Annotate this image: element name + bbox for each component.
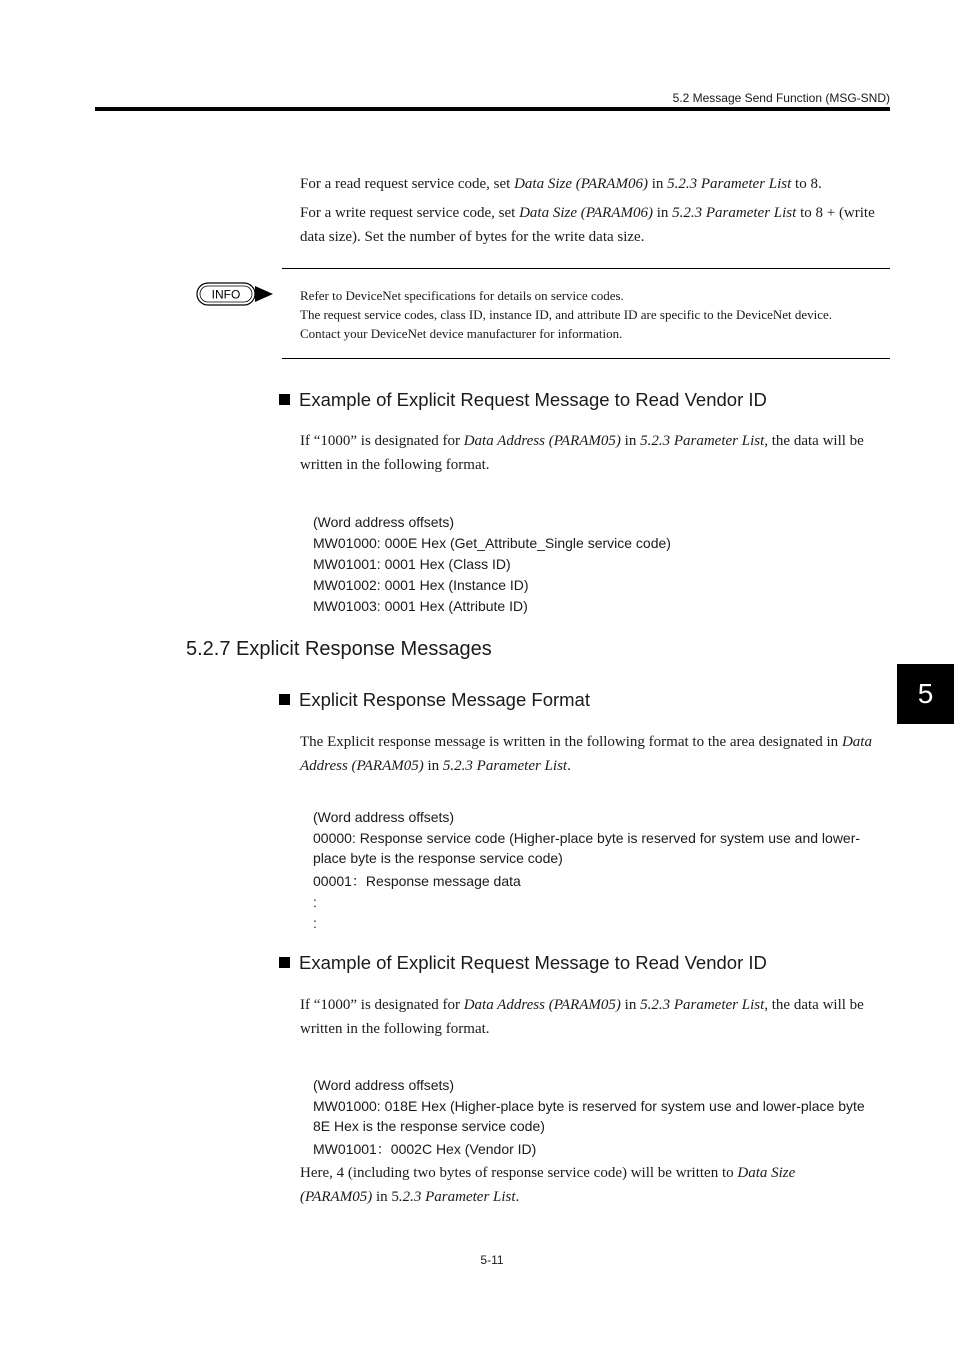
- text-run: to 8.: [791, 176, 822, 192]
- heading-text: Example of Explicit Request Message to Read Vendor ID: [299, 952, 767, 973]
- italic-reference: Data Size (PARAM06): [519, 205, 653, 221]
- subsection-heading-example-2: [279, 952, 767, 974]
- code-line: MW01002: 0001 Hex (Instance ID): [313, 577, 529, 593]
- code-line: MW01001：0002C Hex (Vendor ID): [313, 1141, 537, 1157]
- square-bullet-icon: [279, 957, 290, 968]
- italic-reference: .2.3 Parameter List: [398, 1189, 516, 1205]
- intro-paragraph-2: [300, 201, 890, 249]
- text-run: in: [647, 176, 668, 192]
- text-run: in: [620, 997, 641, 1013]
- italic-reference: Data Size (PARAM06): [514, 176, 648, 192]
- code-line: MW01003: 0001 Hex (Attribute ID): [313, 598, 528, 614]
- example-2-code-block: [313, 1075, 873, 1160]
- text-run: in: [423, 758, 443, 774]
- example-2-paragraph: [300, 993, 890, 1041]
- info-text: [300, 286, 895, 343]
- text-run: , the data will be written in the following format.: [300, 433, 864, 473]
- text-run: in: [620, 433, 641, 449]
- subsection-heading-example-1: [279, 389, 767, 411]
- code-line: :: [313, 915, 317, 931]
- heading-text: Example of Explicit Request Message to Read Vendor ID: [299, 389, 767, 410]
- example-2-note: [300, 1161, 860, 1209]
- code-line: MW01000: 000E Hex (Get_Attribute_Single service code): [313, 535, 671, 551]
- italic-reference: 5.2.3 Parameter List: [640, 997, 765, 1013]
- header-rule: [95, 107, 890, 111]
- code-line: (Word address offsets): [313, 809, 455, 825]
- info-line: Contact your DeviceNet device manufacturer for information.: [300, 326, 623, 341]
- italic-reference: 5.2.3 Parameter List: [667, 176, 792, 192]
- square-bullet-icon: [279, 394, 290, 405]
- italic-reference: Data Address (PARAM05): [463, 433, 621, 449]
- text-run: to 8 + (write data size). Set the number of bytes for the write data size.: [300, 205, 875, 245]
- italic-reference: Data Address (PARAM05): [300, 734, 872, 774]
- info-top-rule: [282, 268, 890, 269]
- code-line: :: [313, 894, 317, 910]
- code-line: (Word address offsets): [313, 514, 455, 530]
- code-line: 00000: Response service code (Higher-place byte is reserved for system use and lower-place byte is the response service code): [313, 830, 861, 866]
- text-run: For a read request service code, set: [300, 176, 515, 192]
- text-run: .: [567, 758, 571, 774]
- italic-reference: 5.2.3 Parameter List: [672, 205, 797, 221]
- text-run: in 5: [372, 1189, 399, 1205]
- italic-reference: 5.2.3 Parameter List: [640, 433, 765, 449]
- text-run: , the data will be written in the following format.: [300, 997, 864, 1037]
- heading-text: Explicit Response Message Format: [299, 689, 590, 710]
- code-line: MW01001: 0001 Hex (Class ID): [313, 556, 511, 572]
- running-header: 5.2 Message Send Function (MSG-SND): [672, 91, 890, 105]
- text-run: in: [652, 205, 673, 221]
- italic-reference: Data Size (PARAM05): [300, 1165, 796, 1205]
- text-run: If “1000” is designated for: [300, 997, 464, 1013]
- format-paragraph: [300, 730, 890, 778]
- section-heading: 5.2.7 Explicit Response Messages: [186, 638, 492, 660]
- square-bullet-icon: [279, 694, 290, 705]
- text-run: The Explicit response message is written in the following format to the area designated in: [300, 734, 842, 750]
- example-1-code-block: [313, 512, 893, 617]
- chapter-tab: 5: [897, 664, 954, 724]
- info-bottom-rule: [282, 358, 890, 359]
- subsection-heading-format: [279, 689, 590, 711]
- info-line: The request service codes, class ID, instance ID, and attribute ID are specific to the DeviceNet device.: [300, 307, 833, 322]
- text-run: .: [515, 1189, 520, 1205]
- info-icon: [195, 280, 275, 308]
- info-icon-label: INFO: [211, 287, 241, 302]
- italic-reference: Data Address (PARAM05): [463, 997, 621, 1013]
- page-number: 5-11: [480, 1253, 504, 1267]
- format-code-block: [313, 807, 883, 934]
- code-line: MW01000: 018E Hex (Higher-place byte is reserved for system use and lower-place byte 8E Hex is the response service code): [313, 1098, 865, 1134]
- text-run: For a write request service code, set: [300, 205, 520, 221]
- text-run: If “1000” is designated for: [300, 433, 464, 449]
- intro-paragraph-1: [300, 172, 890, 196]
- text-run: Here, 4 (including two bytes of response service code) will be written to: [300, 1165, 738, 1181]
- example-1-paragraph: [300, 429, 890, 477]
- italic-reference: 5.2.3 Parameter List: [442, 758, 568, 774]
- code-line: (Word address offsets): [313, 1077, 455, 1093]
- code-line: 00001：Response message data: [313, 873, 521, 889]
- info-line: Refer to DeviceNet specifications for details on service codes.: [300, 288, 624, 303]
